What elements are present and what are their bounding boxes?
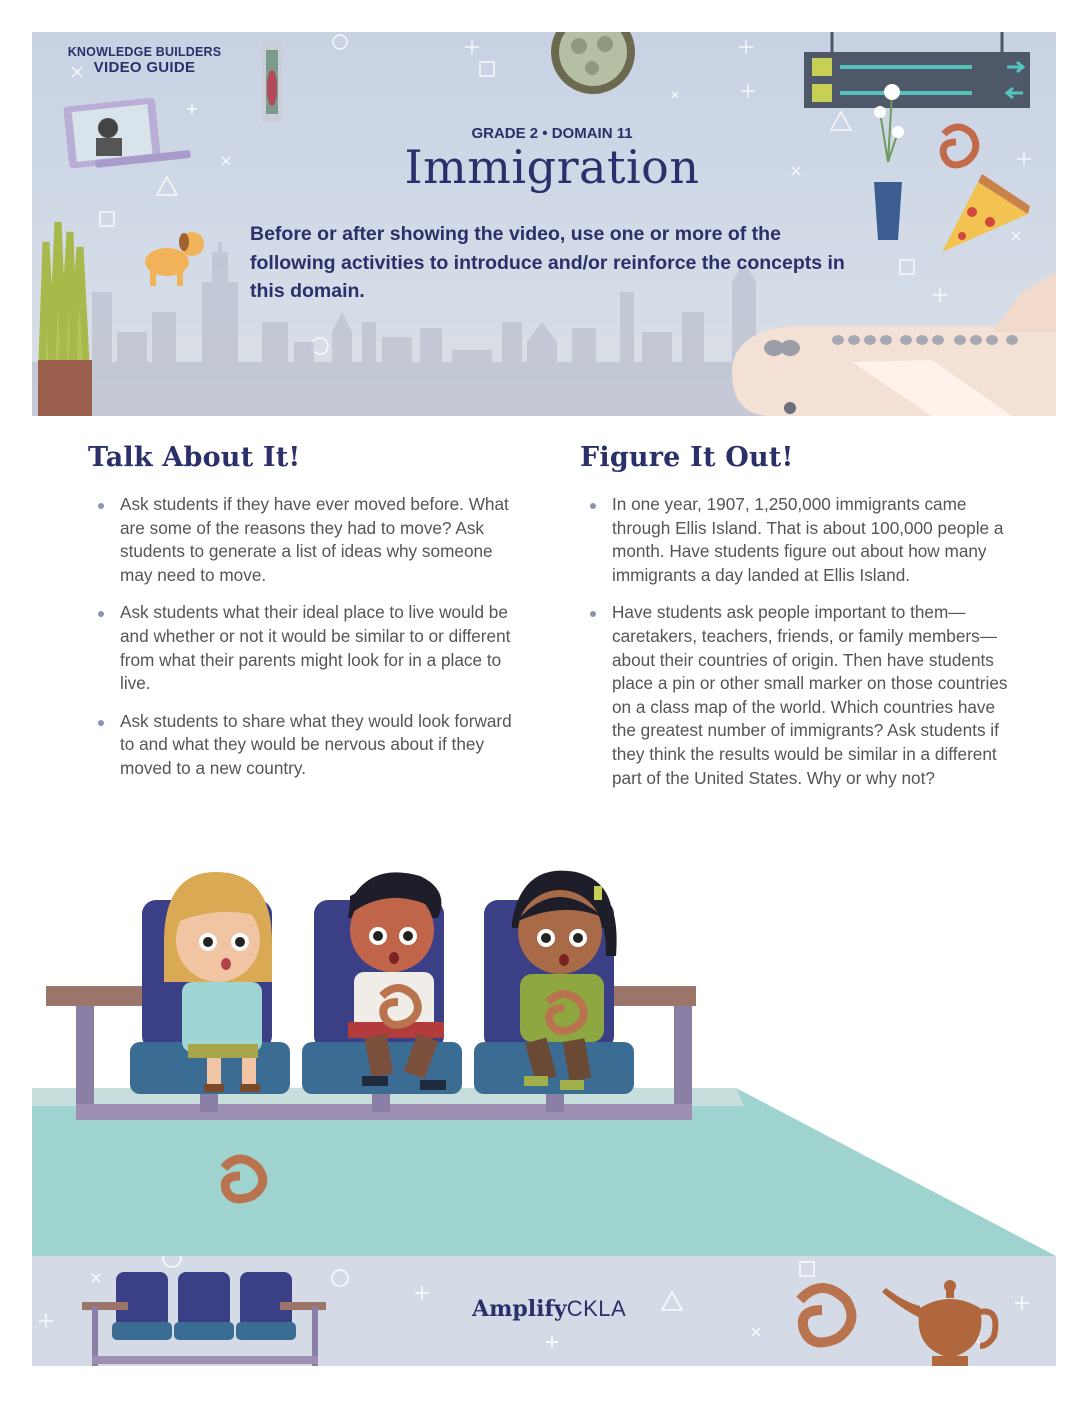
portrait-icon [551, 32, 635, 94]
logo-amplify: Amplify [472, 1296, 567, 1322]
page-title: Immigration [404, 140, 700, 194]
footer-banner [32, 1256, 1056, 1366]
pizza-icon [942, 174, 1030, 252]
header-banner [32, 32, 1056, 416]
guide-kicker [52, 44, 237, 76]
seats-icon [82, 1272, 326, 1366]
list-item: In one year, 1907, 1,250,000 immigrants came through Ellis Island. That is about 100,000 people a month. Have students figure out about how many immigrants a day landed at Ellis Island. [580, 493, 1020, 587]
list-item: Ask students what their ideal place to live would be and whether or not it would be similar to or different from what their parents might look for in a place to live. [88, 601, 528, 695]
figure-heading: Figure It Out! [580, 442, 794, 473]
departure-board-icon [804, 32, 1030, 108]
intro-text: Before or after showing the video, use one or more of the following activities to introduce and/or reinforce the concepts in this domain. [250, 223, 845, 302]
talk-about-it-section [88, 442, 528, 795]
talk-heading: Talk About It! [88, 442, 301, 473]
figure-it-out-section [580, 442, 1020, 804]
pretzel-icon [943, 127, 976, 165]
list-item: Ask students to share what they would look forward to and what they would be nervous about if they moved to a new country. [88, 710, 528, 781]
kicker-line-2: VIDEO GUIDE [93, 59, 196, 76]
figure-list [580, 493, 1020, 790]
talk-list [88, 493, 528, 781]
picture-frame-icon [262, 42, 282, 122]
amplify-ckla-logo [472, 1296, 626, 1322]
grade-domain-label: GRADE 2 • DOMAIN 11 [471, 125, 633, 142]
laptop-icon [63, 97, 191, 168]
page [32, 32, 1056, 1366]
logo-ckla: CKLA [566, 1296, 627, 1321]
list-item: Have students ask people important to them—caretakers, teachers, friends, or family members—about their countries of origin. Then have students place a pin or other small marker on those countries on a class map of the world. Which countries have the greatest number of immigrants? Ask students if they think the results would be similar in a different part of the United States. Why or why not? [580, 601, 1020, 790]
plant-icon [38, 222, 92, 416]
list-item: Ask students if they have ever moved before. What are some of the reasons they had to move? Ask students to generate a list of ideas why someone may need to move. [88, 493, 528, 587]
teapot-icon [882, 1280, 995, 1366]
kicker-line-1: KNOWLEDGE BUILDERS [67, 45, 222, 59]
airport-seating-illustration [32, 822, 1056, 1262]
pretzel-icon [800, 1288, 851, 1343]
dog-icon [145, 232, 204, 286]
